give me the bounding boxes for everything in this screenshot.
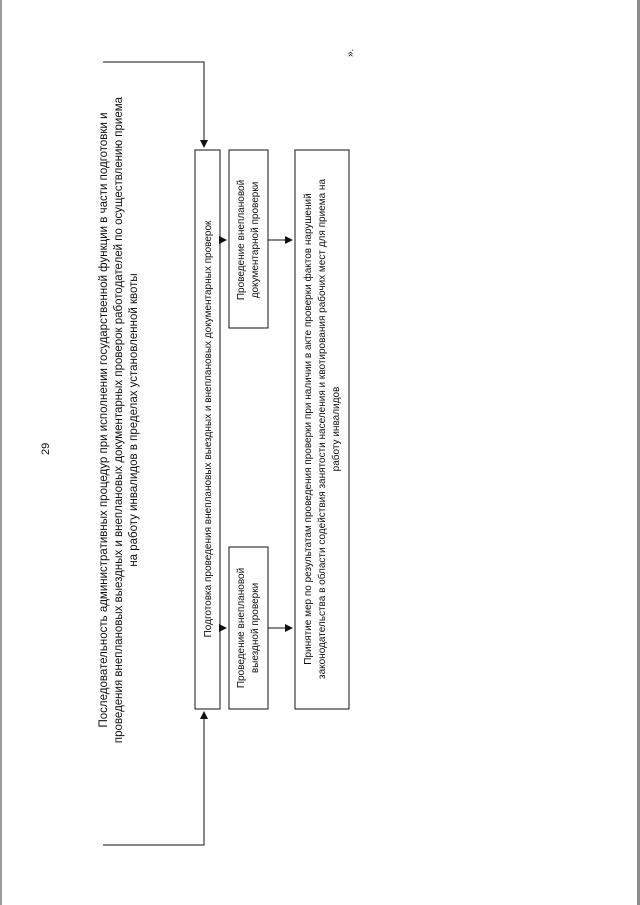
check-connectors (268, 240, 292, 628)
measures-line-2: законодательства в области содействия занятости населения и квотирования рабочих мест для приема на (317, 178, 328, 680)
measures-line-3: работу инвалидов (331, 386, 342, 472)
documentary-check-line-2: документарной проверки (250, 181, 261, 299)
preparation-label: Подготовка проведения внеплановых выездных и внеплановых документарных проверок (203, 220, 214, 638)
diagram-title (98, 96, 140, 743)
title-line-3: на работу инвалидов в пределах установленной квоты (128, 273, 140, 567)
documentary-check-box (229, 150, 268, 328)
onsite-check-line-1: Проведение внеплановой (236, 567, 247, 689)
title-line-1: Последовательность административных процедур при исполнении государственной функции в части подготовки и (98, 112, 110, 728)
page-number: 29 (40, 442, 52, 455)
onsite-check-line-2: выездной проверки (250, 582, 261, 674)
documentary-check-line-1: Проведение внеплановой (236, 179, 247, 301)
measures-line-1: Принятие мер по результатам проведения проверки при наличии в акте проверки фактов нарушений (303, 193, 314, 665)
onsite-check-box (229, 547, 268, 709)
preparation-connectors (220, 240, 226, 628)
closing-quote-mark: ». (345, 48, 356, 57)
title-line-2: проведения внеплановых выездных и внеплановых документарных проверок работодателей по осуществлению приема (113, 96, 125, 744)
